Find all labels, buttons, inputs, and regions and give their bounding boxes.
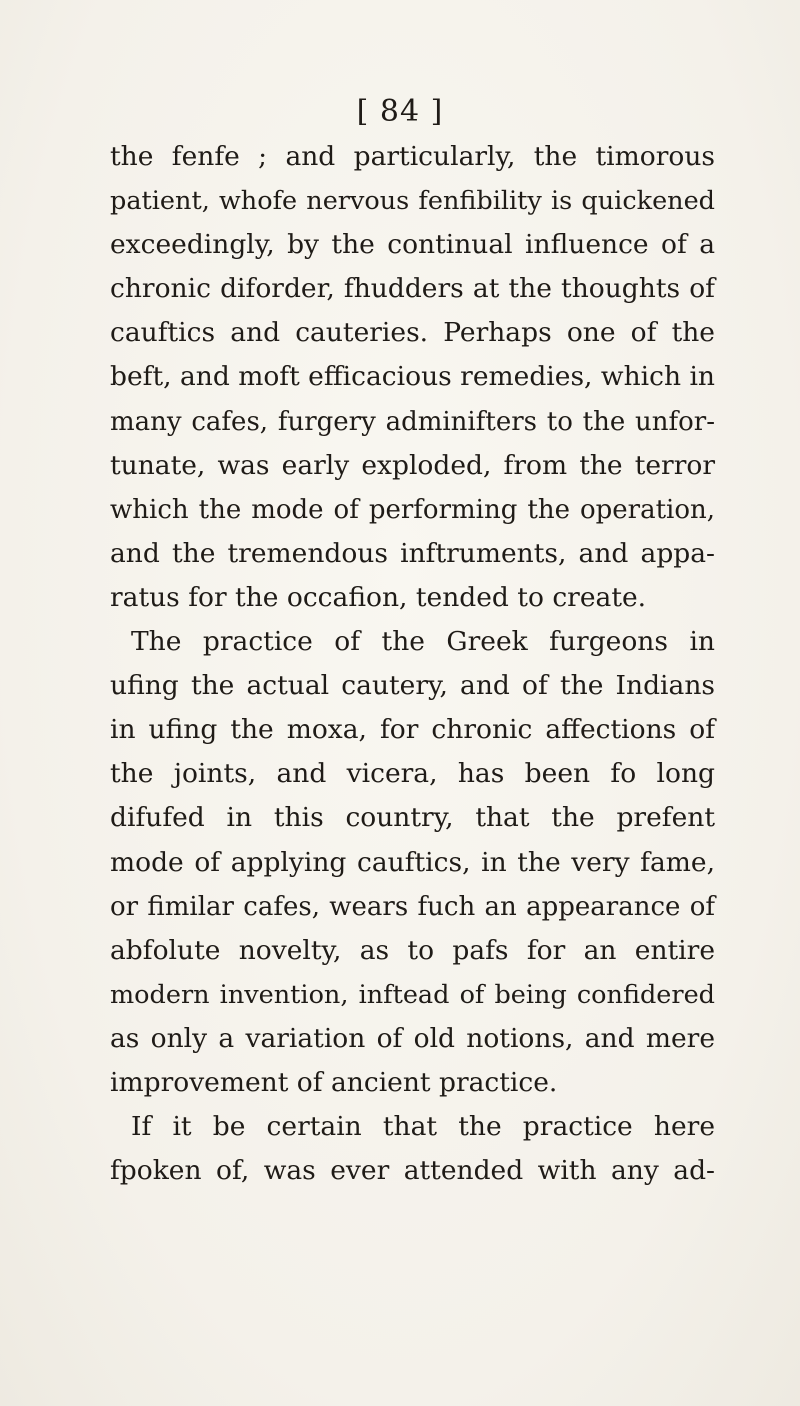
text-line: tunate, was early exploded, from the terror xyxy=(110,449,715,481)
text-line: the fenfe ; and particularly, the timorous xyxy=(110,141,715,172)
text-line: modern invention, inftead of being confidered xyxy=(110,979,715,1010)
text-line: ufing the actual cautery, and of the Indians xyxy=(110,670,715,702)
paragraph-3 xyxy=(110,1105,715,1193)
text-line: The practice of the Greek furgeons in xyxy=(131,626,715,658)
text-line: improvement of ancient practice. xyxy=(110,1066,558,1098)
page-number: [ 84 ] xyxy=(356,94,444,129)
text-line: mode of applying cauftics, in the very fame, xyxy=(110,846,715,878)
text-line: chronic diforder, fhudders at the thoughts of xyxy=(110,273,715,305)
text-line: and the tremendous inftruments, and appa- xyxy=(110,537,715,569)
text-line: many cafes, furgery adminifters to the unfor- xyxy=(110,406,715,437)
text-line: patient, whofe nervous fenfibility is quickened xyxy=(110,186,715,217)
text-line: as only a variation of old notions, and mere xyxy=(110,1022,715,1054)
body-text xyxy=(110,135,715,1193)
paragraph-2 xyxy=(110,620,715,1105)
text-line: beft, and moft efficacious remedies, which in xyxy=(110,361,715,393)
text-line: exceedingly, by the continual influence of a xyxy=(110,229,715,261)
text-line: which the mode of performing the operation, xyxy=(110,494,715,525)
text-line: in ufing the moxa, for chronic affections of xyxy=(110,714,715,746)
text-line: abfolute novelty, as to pafs for an entire xyxy=(110,934,715,966)
text-line: or fimilar cafes, wears fuch an appearance of xyxy=(110,891,715,922)
paragraph-1 xyxy=(110,135,715,620)
text-line: difufed in this country, that the prefent xyxy=(110,802,715,834)
text-line: fpoken of, was ever attended with any ad- xyxy=(110,1155,715,1187)
text-line: If it be certain that the practice here xyxy=(131,1111,715,1143)
text-line: cauftics and cauteries. Perhaps one of the xyxy=(110,317,715,349)
text-line: the joints, and vicera, has been fo long xyxy=(110,758,715,790)
text-line: ratus for the occafion, tended to create. xyxy=(110,581,647,613)
